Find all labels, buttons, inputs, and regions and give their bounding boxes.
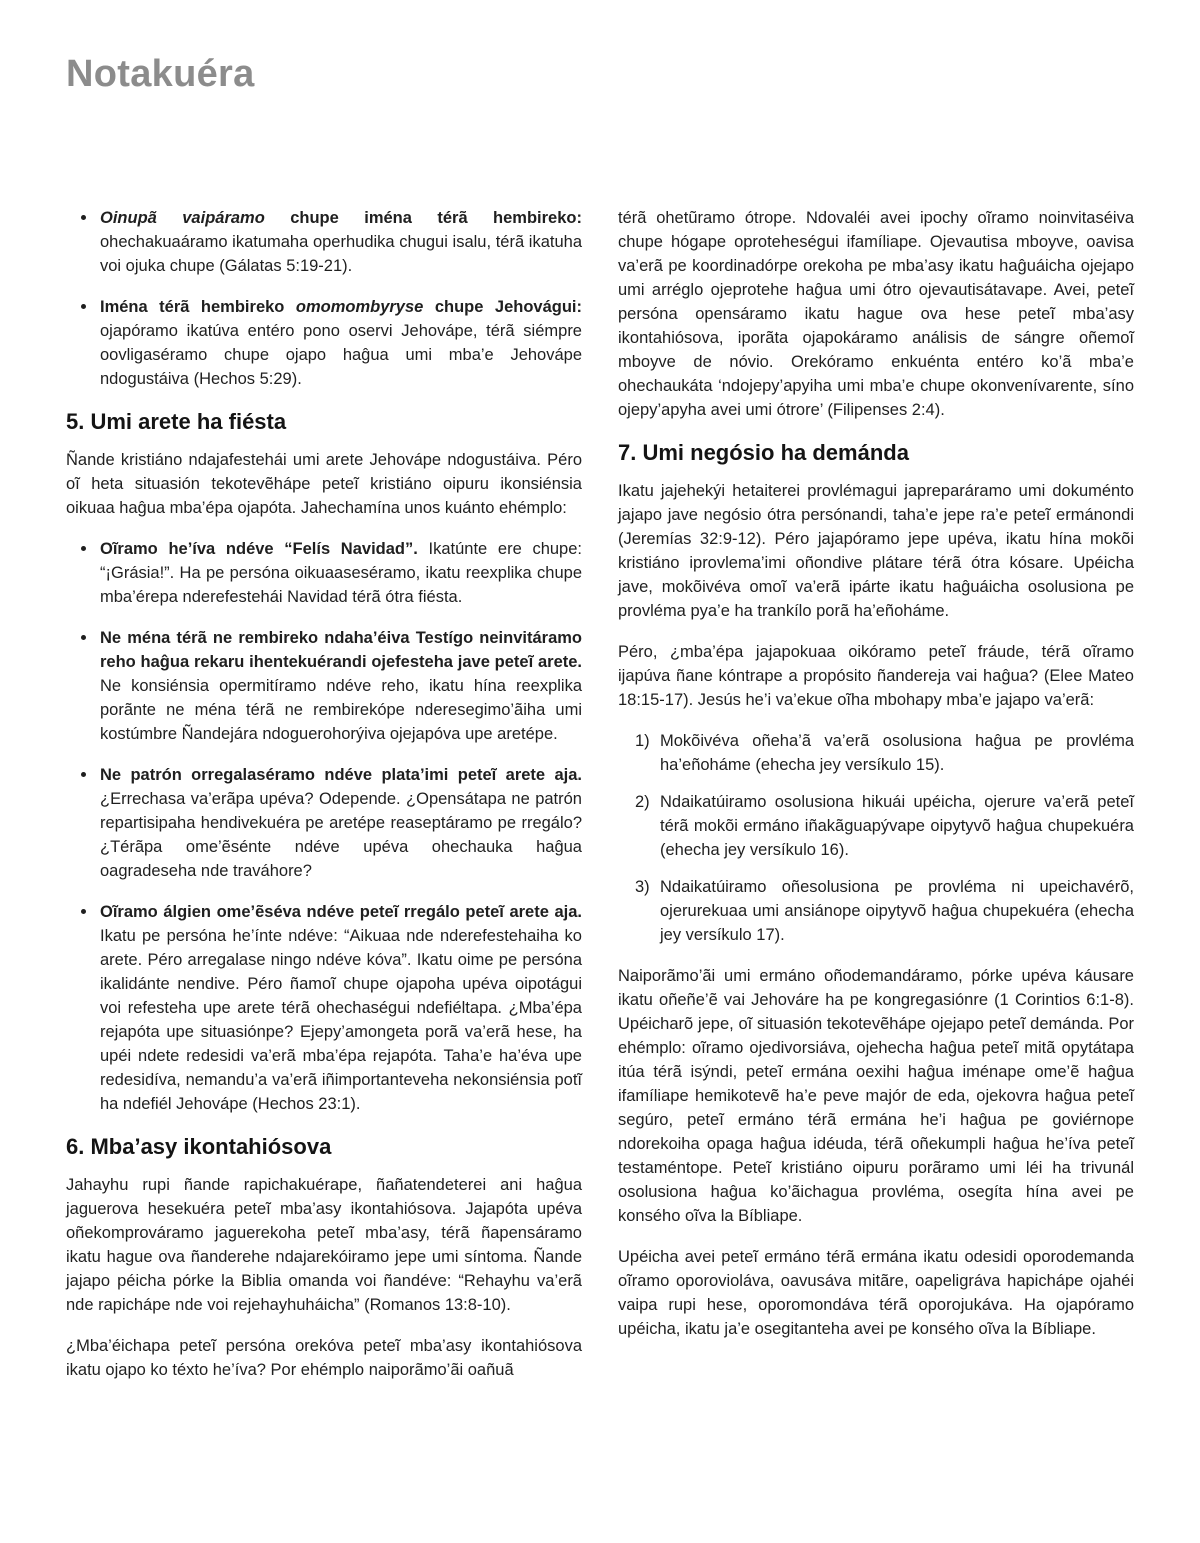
bullet-item bbox=[66, 900, 582, 1116]
bullet-item bbox=[66, 626, 582, 746]
bullet-text bbox=[100, 209, 582, 275]
bullet-lead-bold: Ne patrón orregalaséramo ndéve plata’imi peteĩ arete aja. bbox=[100, 766, 582, 784]
bullet-lead-italic: omomombyryse bbox=[295, 298, 424, 316]
bullet-body: ojapóramo ikatúva entéro pono oservi Jehovápe, térã siémpre oovligaséramo chupe ojapo haĝua umi mba’e Jehovápe ndogustáiva (Hechos 5:29). bbox=[100, 322, 582, 388]
bullet-body: Ikatúnte ere chupe: “¡Grásia!”. Ha pe persóna oikuaaseséramo, ikatu reexplika chupe mba’érepa nderefestehái Navidad térã ótra fiésta. bbox=[100, 540, 582, 606]
numbered-item-text: Mokõivéva oñeha’ã va’erã osolusiona haĝua pe provléma ha’eñoháme (ehecha jey versíkulo 15). bbox=[660, 732, 1134, 774]
numbered-item bbox=[618, 790, 1134, 862]
bullet-lead-bold: Oĩramo álgien ome’ẽséva ndéve peteĩ rregálo peteĩ arete aja. bbox=[100, 903, 582, 921]
bullet-text bbox=[100, 629, 582, 743]
bullet-lead-italic: Oinupã vaipáramo bbox=[100, 209, 265, 227]
list-number: 2) bbox=[635, 793, 650, 811]
bullet-lead-bold: chupe Jehovágui: bbox=[423, 298, 583, 316]
numbered-list bbox=[618, 729, 1134, 947]
paragraph: Péro, ¿mba’épa jajapokuaa oikóramo peteĩ fráude, térã oĩramo ijapúva ñane kóntrape a propósito ñandereja vai haĝua? (Elee Mateo 18:15-17). Jesús he’i va’ekue oĩha mbohapy mba’e jajapo va’erã: bbox=[618, 643, 1134, 709]
bullet-body: ohechakuaáramo ikatumaha operhudika chugui isalu, térã ikatuha voi ojuka chupe (Gálatas 5:19-21). bbox=[100, 233, 582, 275]
two-column-layout bbox=[66, 206, 1134, 1399]
paragraph: Upéicha avei peteĩ ermáno térã ermána ikatu odesidi oporodemanda oĩramo oporovioláva, oavusáva mitãre, oapeligráva hapichápe ojahéi vaipa rupi hese, oporomondáva térã oporojukáva. Ha ojapóramo upéicha, ikatu ja’e osegitanteha avei pe konsého oĩva la Bíbliape. bbox=[618, 1248, 1134, 1338]
bullet-icon bbox=[81, 909, 86, 914]
paragraph: Naiporãmo’ãi umi ermáno oñodemandáramo, pórke upéva káusare ikatu oñeñe’ẽ vai Jehováre ha pe kongregasiónre (1 Corintios 6:1-8). Upéicharõ jepe, oĩ situasión tekotevẽhápe ojejapo peteĩ demánda. Por ehémplo: oĩramo ojedivorsiáva, ojehecha haĝua peteĩ mitã opytátapa itúa térã isýndi, peteĩ ermána oexihi haĝua iménape ome’ẽ haĝua ifamíliape hemikotevẽ ha’e peve majór de eda, ojekovra haĝua peteĩ segúro, peteĩ ermáno térã ermána he’i haĝua pe goviérnope ndorekoiha opaga haĝua idéuda, térã oñekumpli haĝua he’íva peteĩ testaméntope. Peteĩ kristiáno oipuru porãramo umi léi ha trivunál osolusiona haĝua ko’ãichagua provléma, osegíta hína avei pe konsého oĩva la Bíbliape. bbox=[618, 967, 1134, 1225]
top-bullet-list bbox=[66, 206, 582, 391]
bullet-item bbox=[66, 763, 582, 883]
paragraph: Ñande kristiáno ndajafestehái umi arete Jehovápe ndogustáiva. Péro oĩ heta situasión tekotevẽhápe peteĩ kristiáno oipuru ikonsiénsia oikuaa haĝua mba’épa ojapóta. Jahechamína unos kuánto ehémplo: bbox=[66, 451, 582, 517]
list-number: 3) bbox=[635, 878, 650, 896]
paragraph: Ikatu jajehekýi hetaiterei provlémagui japreparáramo umi dokuménto jajapo jave negósio ótra persónandi, taha’e jepe ra’e peteĩ ermánondi (Jeremías 32:9-12). Péro jajapóramo jepe upéva, ikatu hína mokõi kristiáno iprovlema’imi oñondive plátare térã ótra kósare. Upéicha jave, mokõivéva omoĩ va’erã ipárte ikatu haĝuáicha osolusiona pe provléma pya’e ha trankílo porã ha’eñoháme. bbox=[618, 482, 1134, 620]
bullet-body: Ikatu pe persóna he’ínte ndéve: “Aikuaa nde nderefestehaiha ko arete. Péro arregalase ningo ndéve kóva”. Ikatu oime pe persóna ikalidánte nendive. Péro ñamoĩ chupe ojapoha upéva oipotágui voi refesteha upe arete térã ohechaségui ndefiéltapa. ¿Mba’épa rejapóta upe situasiónpe? Ejepy’amongeta porã va’erã hese, ha upéi ndete redesidi va’erã mba’épa rejapóta. Taha’e ha’éva upe redesidíva, nemandu’a va’erã iñimportanteveha nekonsiénsia potĩ ha ndefiél Jehovápe (Hechos 23:1). bbox=[100, 927, 582, 1113]
bullet-text bbox=[100, 766, 582, 880]
bullet-icon bbox=[81, 215, 86, 220]
page-title: Notakuéra bbox=[66, 53, 255, 95]
section-5-bullet-list bbox=[66, 537, 582, 1116]
bullet-lead-bold: Ne ména térã ne rembireko ndaha’éiva Testígo neinvitáramo reho haĝua rekaru ihentekuérandi ojefesteha jave peteĩ arete. bbox=[100, 629, 582, 671]
left-column bbox=[66, 206, 582, 1399]
bullet-icon bbox=[81, 635, 86, 640]
bullet-item bbox=[66, 537, 582, 609]
paragraph: ¿Mba’éichapa peteĩ persóna orekóva peteĩ mba’asy ikontahiósova ikatu ojapo ko téxto he’íva? Por ehémplo naiporãmo’ãi oañuã bbox=[66, 1337, 582, 1379]
bullet-body: Ne konsiénsia opermitíramo ndéve reho, ikatu hína reexplika porãnte ne ména térã ne rembirekópe nderesegimo’ãiha umi kostúmbre Ñandejára ndoguerohorýiva ojejapóva upe aretépe. bbox=[100, 677, 582, 743]
bullet-lead-bold: Oĩramo he’íva ndéve “Felís Navidad”. bbox=[100, 540, 418, 558]
numbered-item bbox=[618, 729, 1134, 777]
numbered-item bbox=[618, 875, 1134, 947]
bullet-icon bbox=[81, 304, 86, 309]
bullet-text bbox=[100, 903, 582, 1113]
bullet-text bbox=[100, 540, 582, 606]
numbered-item-text: Ndaikatúiramo oñesolusiona pe provléma ni upeichavérõ, ojerurekuaa umi ansiánope oipytyvõ haĝua chupekuéra (ehecha jey versíkulo 17). bbox=[660, 878, 1134, 944]
bullet-lead-bold: Iména térã hembireko bbox=[100, 298, 296, 316]
paragraph: térã ohetũramo ótrope. Ndovaléi avei ipochy oĩramo noinvitaséiva chupe hógape oproteheségui ifamíliape. Ojevautisa mboyve, oavisa va’erã pe koordinadórpe orekoha pe mba’asy ikatu haĝuáicha ojejapo umi arréglo ojeprotehe haĝua umi ótro ojevautisátavape. Avei, peteĩ persóna opensáramo ikatu hague ova hese peteĩ mba’asy ikontahiósova, iporãta ojapokáramo análisis de sángre oñemoĩ mboyve de nóvio. Orekóramo enkuénta entéro ko’ã mba’e ohechaukáta ‘ndojepy’apyiha umi mba’e chupe okonvenívarente, síno ojepy’apyha avei umi ótrore’ (Filipenses 2:4). bbox=[618, 209, 1134, 419]
section-6-heading: 6. Mba’asy ikontahiósova bbox=[66, 1134, 332, 1159]
section-7-heading: 7. Umi negósio ha demánda bbox=[618, 440, 909, 465]
paragraph: Jahayhu rupi ñande rapichakuérape, ñañatendeterei ani haĝua jaguerova hesekuéra peteĩ mba’asy ikontahiósova. Jajapóta upéva oñekomprováramo jaguerekoha peteĩ mba’asy, térã ñapensáramo ikatu hague ova ñanderehe ndajarekóiramo jepe umi síntoma. Ñande jajapo péicha pórke la Biblia omanda voi ñandéve: “Rehayhu va’erã nde rapichápe nde voi rejehayhuháicha” (Romanos 13:8-10). bbox=[66, 1176, 582, 1314]
bullet-body: ¿Errechasa va’erãpa upéva? Odepende. ¿Opensátapa ne patrón repartisipaha hendivekuéra pe aretépe reaseptáramo pe rregálo? ¿Térãpa ome’ẽsénte ndéve upéva ohechauka haĝua oagradeseha nde traváhore? bbox=[100, 790, 582, 880]
list-number: 1) bbox=[635, 732, 650, 750]
bullet-icon bbox=[81, 546, 86, 551]
numbered-item-text: Ndaikatúiramo osolusiona hikuái upéicha, ojerure va’erã peteĩ térã mokõi ermáno iñakãguapývape oipytyvõ haĝua chupekuéra (ehecha jey versíkulo 16). bbox=[660, 793, 1134, 859]
section-5-heading: 5. Umi arete ha fiésta bbox=[66, 409, 287, 434]
right-column bbox=[618, 206, 1134, 1399]
bullet-item bbox=[66, 206, 582, 278]
bullet-item bbox=[66, 295, 582, 391]
bullet-text bbox=[100, 298, 582, 388]
bullet-lead-bold: chupe iména térã hembireko: bbox=[264, 209, 582, 227]
bullet-icon bbox=[81, 772, 86, 777]
